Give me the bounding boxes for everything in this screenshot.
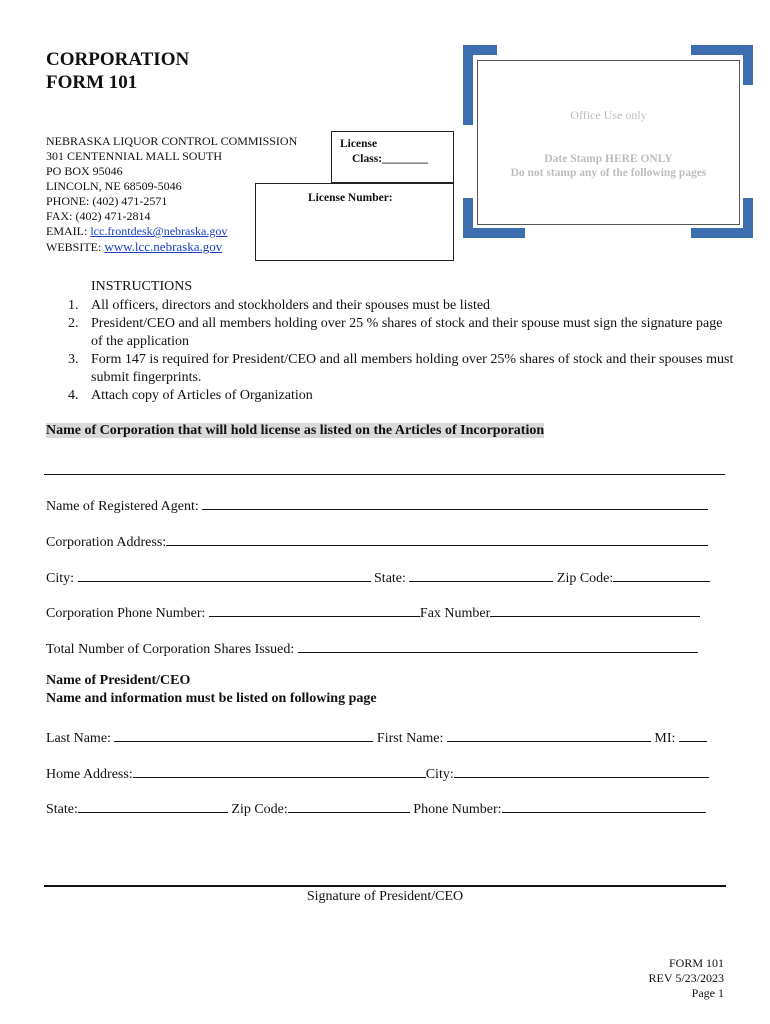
date-stamp-note (478, 152, 739, 180)
bracket-bottom-left-v (463, 198, 473, 238)
signature-label: Signature of President/CEO (306, 889, 464, 904)
home-zip-label: Zip Code: (227, 802, 288, 817)
footer-form-number: FORM 101 (668, 956, 724, 970)
agency-fax: FAX: (402) 471-2814 (46, 209, 151, 223)
instruction-number: 3. (68, 352, 79, 367)
shares-label: Total Number of Corporation Shares Issued: (46, 642, 298, 657)
zip-label: Zip Code: (553, 571, 614, 586)
shares-row (46, 638, 698, 658)
office-use-label: Office Use only (570, 108, 647, 122)
title-line-2: FORM 101 (46, 72, 138, 93)
license-number-label: License Number: (308, 192, 393, 204)
fax-label: Fax Number (419, 606, 491, 621)
mi-field[interactable] (679, 727, 707, 742)
home-state-label: State: (46, 802, 78, 817)
instruction-text: All officers, directors and stockholders and their spouses must be listed (91, 298, 491, 313)
city-label: City: (46, 571, 78, 586)
instruction-text: Attach copy of Articles of Organization (91, 388, 313, 403)
corporation-address-field[interactable] (166, 531, 708, 546)
home-address-label: Home Address: (46, 767, 133, 782)
corporation-phone-field[interactable] (209, 602, 420, 617)
mi-label: MI: (650, 731, 679, 746)
email-label: EMAIL: (46, 224, 91, 238)
state-field[interactable] (409, 567, 553, 582)
zip-field[interactable] (613, 567, 710, 582)
home-phone-label: Phone Number: (409, 802, 502, 817)
instruction-text: President/CEO and all members holding over 25 % shares of stock and their spouse must sign the signature page of the application (91, 316, 723, 349)
corporation-section-heading (46, 423, 544, 439)
agency-phone: PHONE: (402) 471-2571 (46, 194, 168, 208)
footer-page-number: Page 1 (691, 986, 724, 1000)
home-city-label: City: (425, 767, 454, 782)
date-stamp-area (477, 60, 740, 225)
president-heading-2: Name and information must be listed on following page (46, 691, 377, 706)
footer-revision: REV 5/23/2023 (648, 971, 724, 985)
agency-name: NEBRASKA LIQUOR CONTROL COMMISSION (46, 134, 298, 148)
home-address-row (46, 763, 709, 783)
registered-agent-field[interactable] (202, 495, 708, 510)
home-state-field[interactable] (78, 798, 228, 813)
agency-po-box: PO BOX 95046 (46, 164, 123, 178)
fax-field[interactable] (490, 602, 700, 617)
date-stamp-line-1: Date Stamp HERE ONLY (544, 153, 673, 165)
license-class-label-2: Class:________ (352, 153, 429, 165)
home-address-field[interactable] (133, 763, 426, 778)
president-section-heading (46, 672, 377, 708)
license-class-label-1: License (340, 138, 378, 150)
title-line-1: CORPORATION (46, 49, 190, 70)
date-stamp-line-2: Do not stamp any of the following pages (510, 167, 707, 179)
president-heading-1: Name of President/CEO (46, 673, 191, 688)
corporation-heading-text: Name of Corporation that will hold license as listed on the Articles of Incorporation (46, 423, 545, 438)
city-field[interactable] (78, 567, 371, 582)
form-title (46, 48, 189, 94)
state-label: State: (370, 571, 410, 586)
corporation-address-row (46, 531, 708, 551)
corporation-address-label: Corporation Address: (46, 535, 167, 550)
state-zip-phone-row (46, 798, 706, 818)
home-phone-field[interactable] (502, 798, 706, 813)
instruction-item (46, 351, 736, 387)
home-city-field[interactable] (454, 763, 709, 778)
form-footer (649, 956, 724, 1001)
website-label: WEBSITE: (46, 240, 105, 254)
email-link[interactable]: lcc.frontdesk@nebraska.gov (90, 224, 228, 238)
bracket-top-left-v (463, 45, 473, 125)
instruction-text: Form 147 is required for President/CEO and all members holding over 25% shares of stock and their spouses must submit fingerprints. (91, 352, 734, 385)
home-zip-field[interactable] (288, 798, 410, 813)
bracket-top-right-v (743, 45, 753, 85)
instructions-heading: INSTRUCTIONS (91, 279, 193, 294)
phone-fax-row (46, 602, 700, 622)
bracket-bottom-right-v (743, 198, 753, 238)
registered-agent-row (46, 495, 708, 515)
first-name-field[interactable] (447, 727, 651, 742)
license-number-box[interactable] (255, 183, 454, 261)
instruction-item (46, 297, 736, 315)
last-name-field[interactable] (114, 727, 373, 742)
corporation-name-field[interactable] (44, 474, 725, 475)
instructions-list (46, 297, 736, 405)
city-state-zip-row (46, 567, 710, 587)
instruction-item (46, 315, 736, 351)
shares-field[interactable] (298, 638, 698, 653)
last-name-label: Last Name: (46, 731, 115, 746)
agency-city-state-zip: LINCOLN, NE 68509-5046 (46, 179, 182, 193)
instruction-number: 2. (68, 316, 79, 331)
license-class-box[interactable] (331, 131, 454, 183)
name-row (46, 727, 707, 747)
agency-street: 301 CENTENNIAL MALL SOUTH (46, 149, 223, 163)
signature-line[interactable] (44, 885, 726, 887)
instruction-item (46, 387, 736, 405)
instruction-number: 4. (68, 388, 79, 403)
first-name-label: First Name: (373, 731, 447, 746)
instruction-number: 1. (68, 298, 79, 313)
website-link[interactable]: www.lcc.nebraska.gov (104, 239, 223, 254)
corporation-phone-label: Corporation Phone Number: (46, 606, 209, 621)
registered-agent-label: Name of Registered Agent: (46, 499, 203, 514)
